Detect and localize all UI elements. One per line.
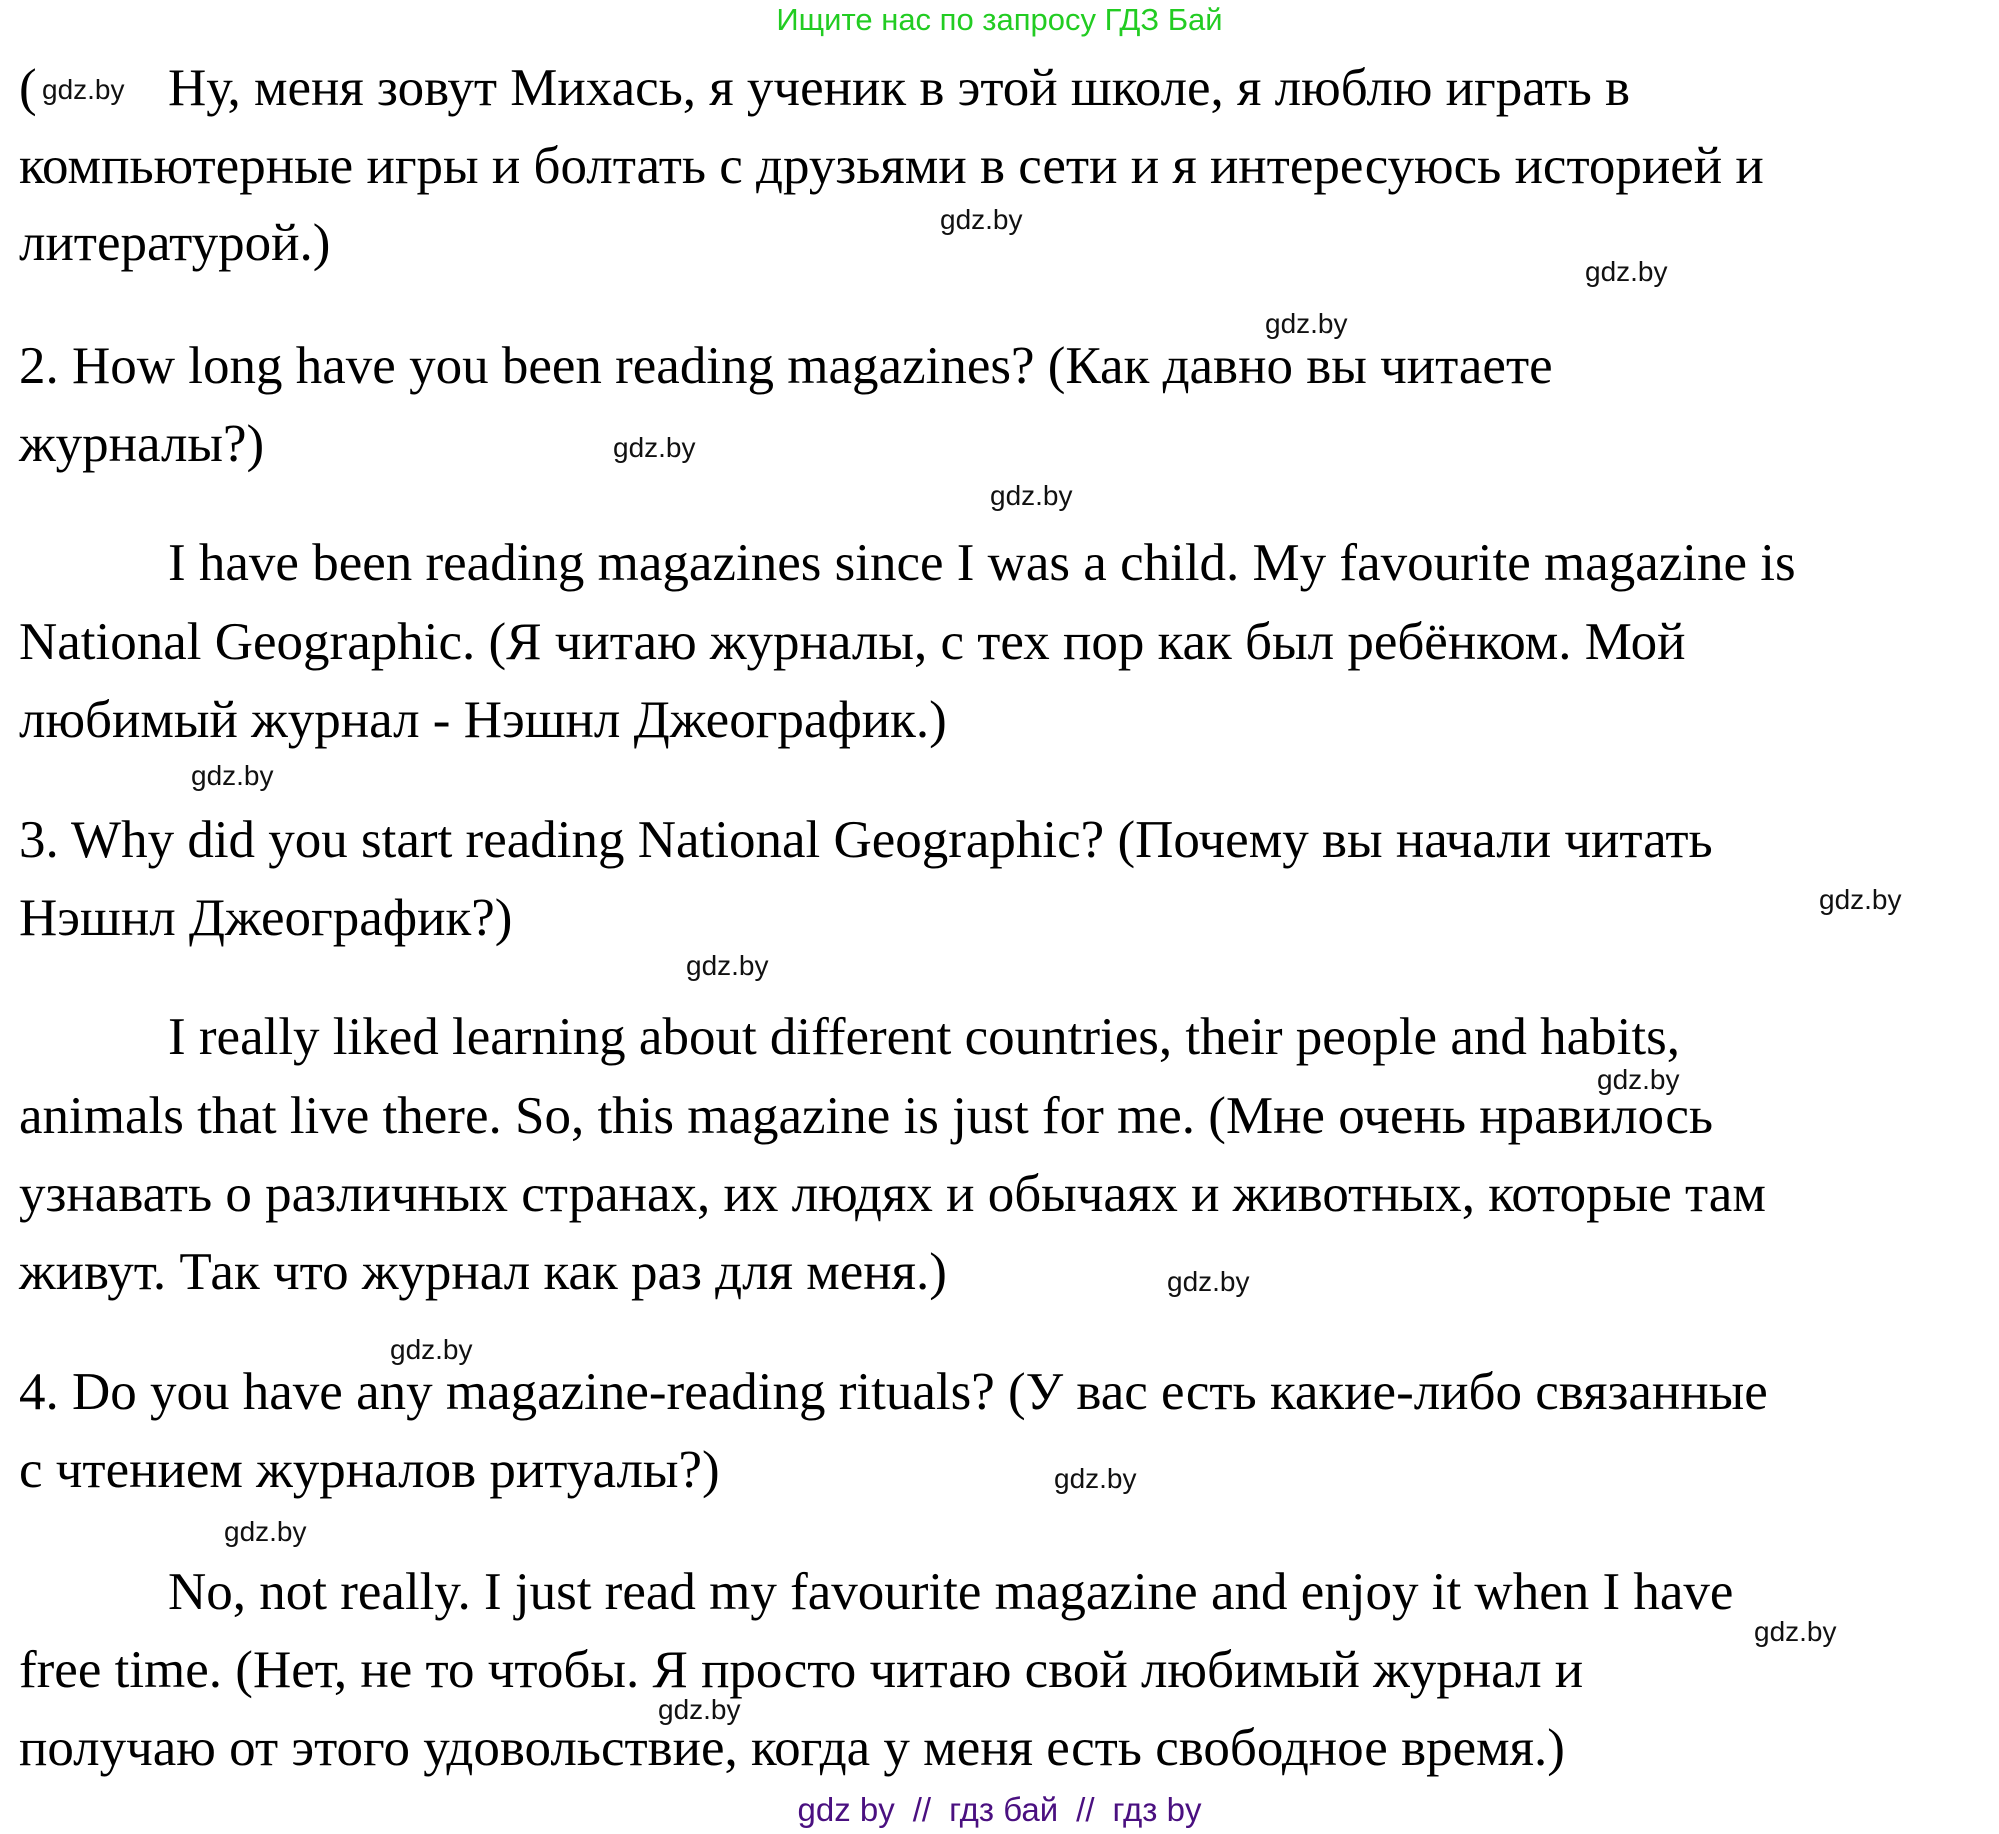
answer-2-line-1: I have been reading magazines since I was a child. My favourite magazine is [168, 534, 1796, 592]
watermark: gdz.by [1054, 1463, 1137, 1494]
answer-4-line-3: получаю от этого удовольствие, когда у меня есть свободное время.) [19, 1719, 1565, 1777]
paren-open: ( [19, 59, 37, 117]
answer-1-line-3: литературой.) [19, 214, 331, 272]
watermark: gdz.by [1167, 1266, 1250, 1297]
watermark: gdz.by [390, 1334, 473, 1365]
answer-3-line-1: I really liked learning about different countries, their people and habits, [168, 1008, 1680, 1066]
search-banner: Ищите нас по запросу ГДЗ Бай [776, 2, 1223, 37]
answer-2-line-2: National Geographic. (Я читаю журналы, с тех пор как был ребёнком. Мой [19, 613, 1686, 671]
watermark: gdz.by [1597, 1064, 1680, 1095]
answer-4-line-2: free time. (Нет, не то чтобы. Я просто читаю свой любимый журнал и [19, 1641, 1584, 1699]
watermark: gdz.by [686, 950, 769, 981]
question-3-line-1: 3. Why did you start reading National Geographic? (Почему вы начали читать [19, 811, 1713, 869]
watermark: gdz.by [1265, 308, 1348, 339]
watermark: gdz.by [1585, 256, 1668, 287]
question-2-line-2: журналы?) [19, 415, 265, 473]
question-2-line-1: 2. How long have you been reading magazines? (Как давно вы читаете [19, 337, 1553, 395]
footer-link-gdz-by-cyr[interactable]: гдз by [1112, 1791, 1202, 1828]
answer-4-line-1: No, not really. I just read my favourite magazine and enjoy it when I have [168, 1563, 1734, 1621]
watermark: gdz.by [990, 480, 1073, 511]
footer-separator: // [1076, 1791, 1095, 1828]
footer-links [0, 1792, 1999, 1828]
answer-3-line-3: узнавать о различных странах, их людях и обычаях и животных, которые там [19, 1165, 1766, 1223]
watermark: gdz.by [224, 1516, 307, 1547]
answer-1-line-1: Ну, меня зовут Михась, я ученик в этой школе, я люблю играть в [168, 59, 1631, 117]
watermark: gdz.by [42, 74, 125, 105]
question-3-line-2: Нэшнл Джеографик?) [19, 889, 513, 947]
question-4-line-1: 4. Do you have any magazine-reading rituals? (У вас есть какие-либо связанные [19, 1363, 1768, 1421]
footer-link-gdz-by[interactable]: gdz by [797, 1791, 895, 1828]
watermark: gdz.by [613, 432, 696, 463]
watermark: gdz.by [940, 204, 1023, 235]
answer-3-line-4: живут. Так что журнал как раз для меня.) [19, 1243, 947, 1301]
watermark: gdz.by [191, 760, 274, 791]
answer-2-line-3: любимый журнал - Нэшнл Джеографик.) [19, 691, 947, 749]
question-4-line-2: с чтением журналов ритуалы?) [19, 1441, 720, 1499]
watermark: gdz.by [1819, 884, 1902, 915]
footer-link-gdz-bai[interactable]: гдз бай [949, 1791, 1059, 1828]
watermark: gdz.by [1754, 1616, 1837, 1647]
watermark: gdz.by [658, 1694, 741, 1725]
answer-1-line-2: компьютерные игры и болтать с друзьями в сети и я интересуюсь историей и [19, 137, 1764, 195]
footer-separator: // [912, 1791, 932, 1828]
answer-3-line-2: animals that live there. So, this magazine is just for me. (Мне очень нравилось [19, 1087, 1714, 1145]
